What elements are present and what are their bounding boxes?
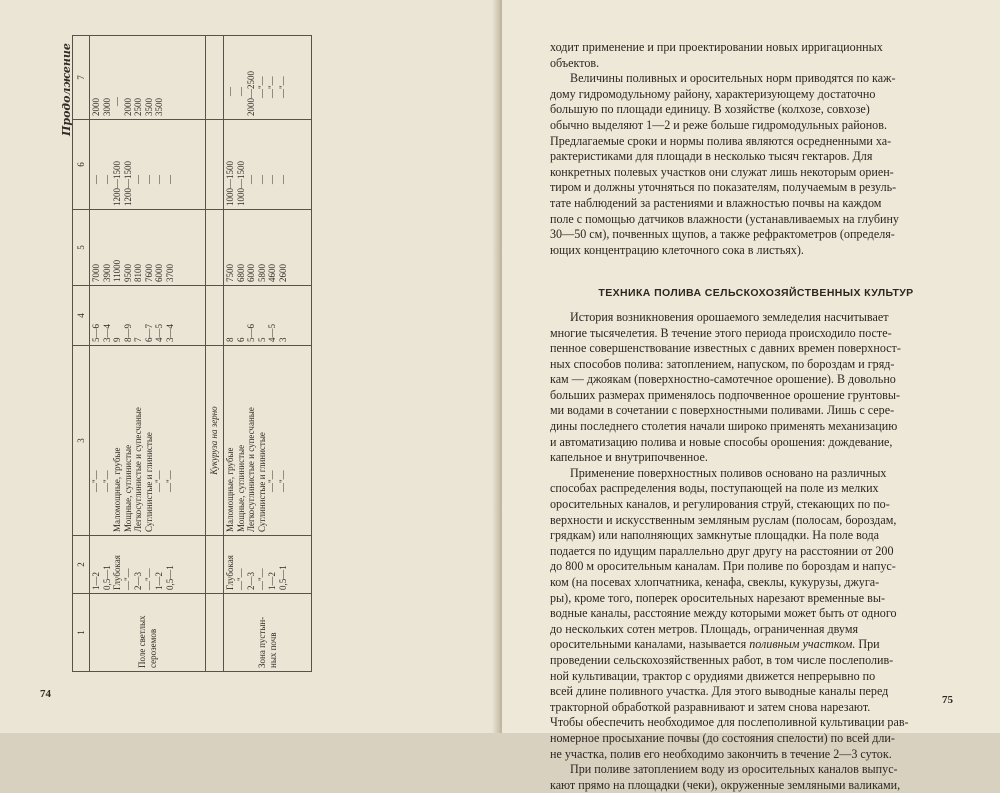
- cell-line: —: [267, 175, 277, 184]
- cell-line: Маломощные, грубые: [112, 447, 122, 532]
- cell-line: 8—9: [122, 324, 133, 342]
- cell-line: —: [225, 87, 235, 96]
- cell-line: 6800: [235, 264, 246, 282]
- text-line: больших размерах применялось подпочвенное орошение грунтовы-: [550, 387, 901, 402]
- defined-term: поливным участком.: [749, 637, 856, 652]
- cell-line: 3000: [101, 98, 112, 116]
- text-line: ной культивации, трактор с орудиями движется непрерывно по: [550, 668, 876, 683]
- cell-line: 3900: [101, 264, 112, 282]
- cell-line: 11000: [112, 259, 122, 282]
- cell-line: 7500: [225, 264, 235, 282]
- cell-line: 3—4: [164, 324, 175, 342]
- cell-line: 7000: [91, 264, 101, 282]
- right-page: [502, 0, 1000, 792]
- paragraph: [550, 40, 962, 71]
- text-line: номерное просыхание почвы (до состояния спелости) по всей дли-: [550, 730, 895, 745]
- text-line: ходит применение и при проектировании новых ирригационных: [550, 40, 883, 54]
- text-line: поле с помощью датчиков влажности (устанавливаемых на глубину: [550, 211, 899, 226]
- section-title: Кукуруза на зерно: [206, 346, 224, 536]
- cell-line: Суглинистые и глинистые: [256, 432, 267, 532]
- cell-line: —"—: [256, 76, 267, 98]
- rotated-table-frame: [72, 36, 312, 672]
- soil-cell: [90, 346, 206, 536]
- cell-line: 7600: [143, 264, 154, 282]
- cell-line: —: [154, 175, 164, 184]
- empty-cell: [206, 536, 224, 594]
- cell-line: —"—: [235, 568, 246, 590]
- running-head-text: Продолжение: [60, 43, 73, 136]
- cell-line: —: [133, 175, 143, 184]
- cell-line: 6000: [154, 264, 164, 282]
- cell-line: Маломощные, грубые: [225, 447, 235, 532]
- text-line: и автоматизацию полива и новые способы орошения: дождевание,: [550, 434, 893, 449]
- col7-cell: [90, 36, 206, 120]
- text-line: обычно выделяют 1—2 и реже больше гидромодульных районов.: [550, 117, 887, 132]
- cell-line: —: [256, 175, 267, 184]
- cell-line: 9: [112, 337, 122, 342]
- text-line: проведении сельскохозяйственных работ, в том числе послеполив-: [550, 652, 894, 667]
- col5-cell: [224, 210, 312, 286]
- cell-line: 5—6: [246, 324, 256, 342]
- text-line: многие тысячелетия. В течение этого периода происходило посте-: [550, 325, 892, 340]
- cell-line: Мощные, суглинистые: [122, 444, 133, 532]
- cell-line: 0,5—1: [101, 565, 112, 590]
- col6-cell: [224, 120, 312, 210]
- text-line: капельное и внутрипочвенное.: [550, 450, 708, 465]
- cell-line: 3500: [154, 98, 164, 116]
- paragraph: [550, 310, 962, 466]
- text-line: ющих концентрацию клеточного сока в листьях).: [550, 242, 804, 257]
- text-line: Применение поверхностных поливов основано на различных: [570, 465, 887, 480]
- cell-line: 2000: [91, 98, 101, 116]
- cell-line: 0,5—1: [277, 565, 288, 590]
- text-line: водные каналы, расстояние между которыми может быть от одного: [550, 606, 897, 621]
- cell-line: 3: [277, 337, 288, 342]
- text-line: верхности и искусственным земляным руслам (полосам, бороздам,: [550, 512, 897, 527]
- cell-line: 1200—1500: [112, 161, 122, 206]
- cell-line: 2500: [133, 98, 143, 116]
- cell-line: —"—: [122, 568, 133, 590]
- cell-line: Глубокая: [112, 555, 122, 590]
- cell-line: —: [277, 175, 288, 184]
- text-fragment: оросительными каналами, называется: [550, 637, 750, 652]
- text-line: 30—50 см), почвенных щупов, а также рефрактометров (определя-: [550, 227, 895, 242]
- text-line: не участка, полив его необходимо закончить в течение 2—3 суток.: [550, 746, 892, 761]
- rotated-table: [72, 36, 312, 672]
- text-line: Чтобы обеспечить необходимое для послеполивной культивации рав-: [550, 715, 909, 730]
- cell-line: 3—4: [101, 324, 112, 342]
- page-number-left: 74: [40, 688, 51, 700]
- cell-line: —"—: [164, 470, 175, 492]
- cell-line: —"—: [277, 76, 288, 98]
- text-line: История возникновения орошаемого земледелия насчитывает: [570, 309, 889, 324]
- cell-line: —"—: [91, 470, 101, 492]
- text-line: конкретных полевых участков они служат лишь некоторым ориен-: [550, 164, 894, 179]
- cell-line: 6—7: [143, 324, 154, 342]
- col-header: 6: [73, 120, 90, 210]
- cell-line: —: [101, 175, 112, 184]
- text-line: Величины поливных и оросительных норм приводятся по каж-: [570, 71, 896, 86]
- empty-cell: [206, 36, 224, 120]
- paragraph: [550, 466, 962, 762]
- cell-line: Мощные, суглинистые: [235, 444, 246, 532]
- text-line: дины последнего столетия начали широко применять механизацию: [550, 419, 898, 434]
- cell-line: 1—2: [154, 572, 164, 590]
- cell-line: Глубокая: [225, 555, 235, 590]
- text-line: тракторной обработкой разравнивают и затем снова нарезают.: [550, 699, 871, 714]
- cell-line: Суглинистые и глинистые: [143, 432, 154, 532]
- cell-line: 2600: [277, 264, 288, 282]
- table-header-row: [73, 36, 90, 672]
- table-row: [90, 36, 206, 672]
- zone-line: Зона пустын-: [257, 616, 267, 668]
- text-line: дому гидромодульному району, характеризующему достаточно: [550, 86, 876, 101]
- text-line: [550, 637, 962, 653]
- cell-line: 2000—2500: [246, 71, 256, 116]
- paragraph: [550, 71, 962, 258]
- text-line: ком (на посевах хлопчатника, кенафа, свеклы, кукурузы, джуга-: [550, 575, 880, 589]
- zone-line: ных почв: [267, 632, 278, 668]
- cell-line: 7: [133, 337, 143, 342]
- col7-cell: [224, 36, 312, 120]
- cell-line: —: [246, 175, 256, 184]
- text-line: объектов.: [550, 55, 600, 70]
- cell-line: 3700: [164, 264, 175, 282]
- cell-line: 2000: [122, 98, 133, 116]
- section-heading: ТЕХНИКА ПОЛИВА СЕЛЬСКОХОЗЯЙСТВЕННЫХ КУЛЬТУР: [598, 287, 914, 300]
- col4-cell: [90, 286, 206, 346]
- cell-line: 4—5: [154, 324, 164, 342]
- cell-line: 1000—1500: [225, 161, 235, 206]
- empty-cell: [206, 120, 224, 210]
- zone-cell: [90, 594, 206, 672]
- col-header: 4: [73, 286, 90, 346]
- cell-line: 8: [225, 337, 235, 342]
- text-line: ми водами в сочетании с поверхностными поливами. Лишь с сере-: [550, 403, 895, 418]
- text-line: ры), кроме того, поперек оросительных нарезают временные вы-: [550, 590, 885, 605]
- cell-line: 1200—1500: [122, 161, 133, 206]
- cell-line: 9500: [122, 264, 133, 282]
- text-line: рактеристиками для площади в несколько тысяч гектаров. Для: [550, 149, 873, 164]
- text-line: большую по площади единицу. В хозяйстве (колхозе, совхозе): [550, 102, 870, 117]
- cell-line: —"—: [277, 470, 288, 492]
- zone-cell: [224, 594, 312, 672]
- cell-line: —"—: [143, 568, 154, 590]
- text-line: кают прямо на площадки (чеки), окруженные земляными валиками,: [550, 777, 901, 792]
- text-line: ных способов полива: затоплением, напуском, по бороздам и гряд-: [550, 356, 895, 371]
- text-line: способах распределения воды, поступающей на поле из мелких: [550, 481, 879, 496]
- cell-line: 1—2: [91, 572, 101, 590]
- text-line: грядкам) или наполняющих замкнутые площадки. На поле вода: [550, 528, 880, 543]
- cell-line: 5800: [256, 264, 267, 282]
- left-page: [0, 0, 498, 733]
- cell-line: —"—: [256, 568, 267, 590]
- cell-line: —: [112, 97, 122, 106]
- col-header: 5: [73, 210, 90, 286]
- text-line: до нескольких сотен метров. Площадь, ограниченная двумя: [550, 621, 859, 636]
- cell-line: Легкосуглинистые и супесчаные: [133, 407, 143, 532]
- cell-line: —: [235, 87, 246, 96]
- cell-line: 2—3: [246, 572, 256, 590]
- cell-line: —: [91, 175, 101, 184]
- cell-line: 4—5: [267, 324, 277, 342]
- col-header: 2: [73, 536, 90, 594]
- text-line: кам — джоякам (поверхностно-самотечное орошение). В довольно: [550, 372, 896, 387]
- cell-line: 6: [235, 337, 246, 342]
- cell-line: 3500: [143, 98, 154, 116]
- body-text: [550, 40, 962, 793]
- text-line: всей длине поливного участка. Для этого выводные каналы перед: [550, 684, 889, 699]
- text-line: При поливе затоплением воду из оросительных каналов выпус-: [570, 762, 898, 777]
- cell-line: 1—2: [267, 572, 277, 590]
- cell-line: 4600: [267, 264, 277, 282]
- text-line: оросительных каналов, и регулирования струй, стекающих по по-: [550, 497, 890, 512]
- depth-cell: [90, 536, 206, 594]
- cell-line: —"—: [154, 470, 164, 492]
- col4-cell: [224, 286, 312, 346]
- cell-line: 5: [256, 337, 267, 342]
- cell-line: —"—: [267, 470, 277, 492]
- paragraph: [550, 762, 962, 793]
- col-header: 1: [73, 594, 90, 672]
- text-line: подается по идущим параллельно друг другу на расстоянии от 200: [550, 543, 894, 558]
- cell-line: —"—: [267, 76, 277, 98]
- text-line: тиром и должны уточняться по показателям, получаемым в резуль-: [550, 180, 897, 195]
- cell-line: —: [143, 175, 154, 184]
- cell-line: 2—3: [133, 572, 143, 590]
- text-line: пенное совершенствование известных с давних времен поверхност-: [550, 341, 901, 356]
- zone-line: сероземов: [147, 628, 158, 668]
- cell-line: Легкосуглинистые и супесчаные: [246, 407, 256, 532]
- col6-cell: [90, 120, 206, 210]
- cell-line: 1000—1500: [235, 161, 246, 206]
- section-row: [206, 36, 224, 672]
- text-line: Предлагаемые сроки и нормы полива являются осредненными ха-: [550, 133, 892, 148]
- text-line: тате наблюдений за растениями и влажностью почвы на каждом: [550, 195, 882, 210]
- cell-line: 5—6: [91, 324, 101, 342]
- cell-line: —"—: [101, 470, 112, 492]
- zone-line: Поле светлых: [137, 615, 147, 668]
- text-line: до 800 м оросительным каналам. При поливе по бороздам и напус-: [550, 559, 896, 574]
- cell-line: 6000: [246, 264, 256, 282]
- irrigation-table: [72, 35, 312, 672]
- table-row: [224, 36, 312, 672]
- cell-line: 8100: [133, 264, 143, 282]
- cell-line: 0,5—1: [164, 565, 175, 590]
- col-header: 7: [73, 36, 90, 120]
- empty-cell: [206, 210, 224, 286]
- cell-line: —: [164, 175, 175, 184]
- depth-cell: [224, 536, 312, 594]
- empty-cell: [206, 594, 224, 672]
- page-number-right: 75: [942, 694, 953, 706]
- text-fragment: При: [855, 637, 880, 652]
- soil-cell: [224, 346, 312, 536]
- col5-cell: [90, 210, 206, 286]
- empty-cell: [206, 286, 224, 346]
- col-header: 3: [73, 346, 90, 536]
